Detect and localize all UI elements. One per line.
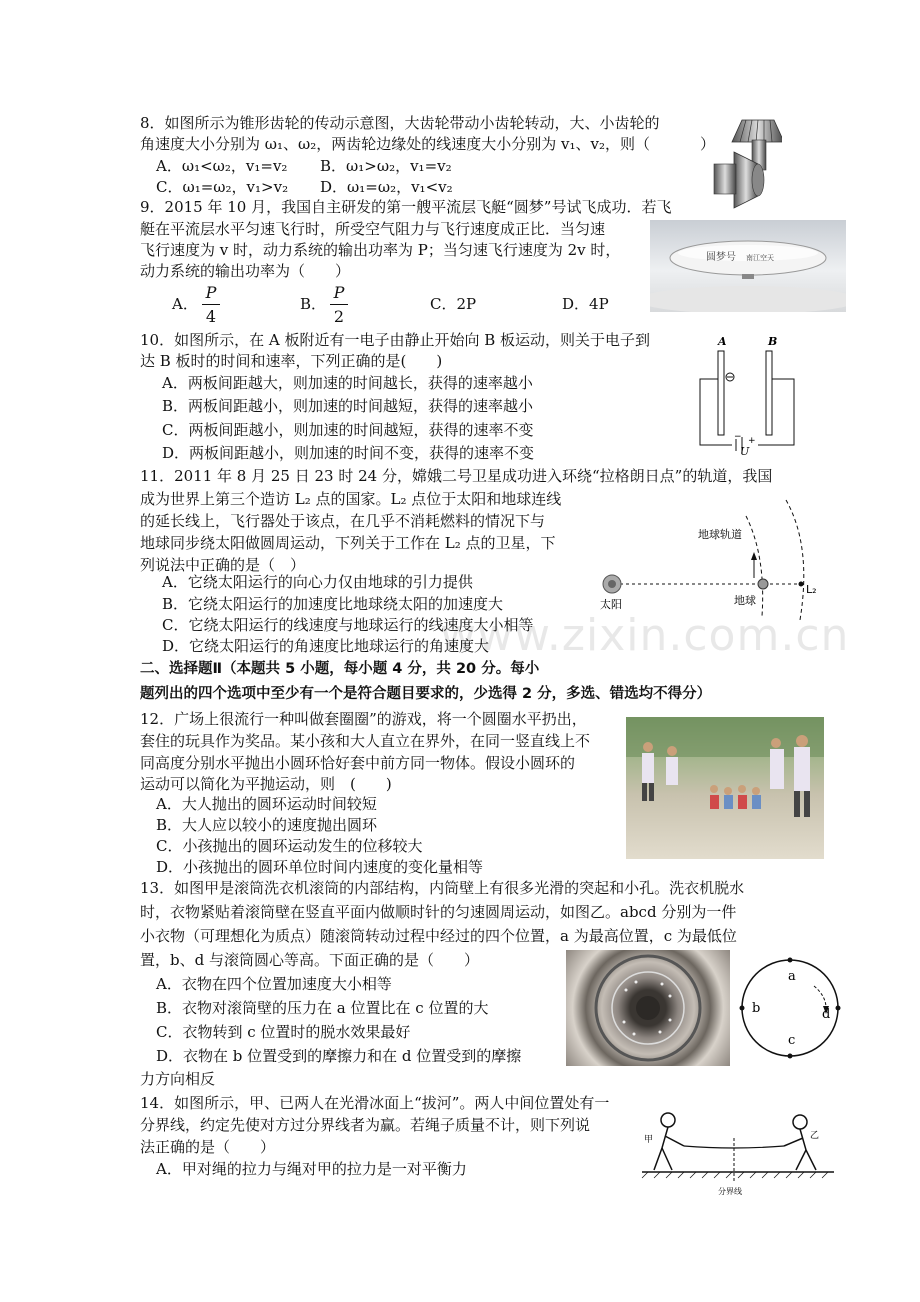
airship-drawing (650, 220, 846, 312)
plus-sign: + (748, 436, 756, 446)
q8-option-a: A．ω₁<ω₂，v₁=v₂ (156, 157, 288, 175)
earth-orbit-label: 地球轨道 (698, 528, 742, 541)
l2-label: L₂ (806, 583, 817, 596)
q9-line2: 艇在平流层水平匀速飞行时，所受空气阻力与飞行速度成正比．当匀速 (140, 220, 606, 238)
q10-line2: 达 B 板时的时间和速率，下列正确的是( ) (140, 352, 443, 370)
section2-heading-line1: 二、选择题Ⅱ（本题共 5 小题，每小题 4 分，共 20 分。每小 (140, 661, 540, 677)
point-d-label: d (822, 1007, 831, 1022)
q9-option-b-denominator: 2 (333, 307, 345, 326)
airship-label-2: 南江空天 (746, 254, 774, 262)
q8-option-b: B．ω₁>ω₂，v₁=v₂ (320, 157, 452, 175)
q9-option-a-denominator: 4 (205, 307, 217, 326)
q11-option-b: B．它绕太阳运行的加速度比地球绕太阳的加速度大 (162, 595, 504, 613)
q11-option-d: D．它绕太阳运行的角速度比地球运行的角速度大 (162, 637, 490, 655)
q8-line2: 角速度大小分别为 ω₁、ω₂，两齿轮边缘处的线速度大小分别为 v₁、v₂，则（ (140, 135, 651, 153)
q14-line1: 14．如图所示，甲、已两人在光滑冰面上“拔河”。两人中间位置处有一 (140, 1094, 610, 1112)
section2-heading-line2: 题列出的四个选项中至少有一个是符合题目要求的，少选得 2 分，多选、错选均不得分） (140, 686, 712, 702)
tug-of-war-figure (640, 1108, 836, 1196)
q11-line4: 地球同步绕太阳做圆周运动，下列关于工作在 L₂ 点的卫星，下 (140, 534, 556, 552)
point-c-label: c (788, 1033, 796, 1048)
voltage-label: U (740, 445, 750, 457)
q9-line4: 动力系统的输出功率为（ ） (140, 262, 351, 280)
q11-option-c: C．它绕太阳运行的线速度与地球运行的线速度大小相等 (162, 616, 534, 634)
circular-motion-diagram (738, 956, 842, 1060)
q11-option-a: A．它绕太阳运行的向心力仅由地球的引力提供 (162, 573, 473, 591)
q14-line2: 分界线，约定先使对方过分界线者为赢。若绳子质量不计，则下列说 (140, 1116, 591, 1134)
q8-option-c: C．ω₁=ω₂，v₁>v₂ (156, 178, 289, 196)
q13-option-d-line2: 力方向相反 (140, 1070, 216, 1088)
q8-option-d: D．ω₁=ω₂，v₁<v₂ (320, 178, 453, 196)
q13-line4: 置，b、d 与滚筒圆心等高。下面正确的是（ ） (140, 951, 479, 969)
minus-sign: − (734, 432, 742, 442)
q13-option-a: A．衣物在四个位置加速度大小相等 (156, 975, 392, 993)
bevel-gear-figure (712, 112, 782, 224)
q13-option-b: B．衣物对滚筒壁的压力在 a 位置比在 c 位置的大 (156, 999, 489, 1017)
q10-option-c: C．两板间距越小，则加速的时间越短，获得的速率不变 (162, 421, 534, 439)
q12-option-c: C．小孩抛出的圆环运动发生的位移较大 (156, 837, 423, 855)
yi-label: 乙 (810, 1131, 820, 1141)
ring-toss-photo (626, 717, 824, 859)
q14-line3: 法正确的是（ ） (140, 1138, 276, 1156)
q13-option-c: C．衣物转到 c 位置时的脱水效果最好 (156, 1023, 411, 1041)
airship-photo (650, 220, 846, 312)
q13-line3: 小衣物（可理想化为质点）随滚筒转动过程中经过的四个位置，a 为最高位置，c 为最低位 (140, 927, 737, 945)
q12-line3: 同高度分别水平抛出小圆环恰好套中前方同一物体。假设小圆环的 (140, 754, 576, 772)
washing-drum-drawing (566, 950, 730, 1066)
watermark: www.zixin.com.cn (440, 610, 850, 661)
point-a-label: a (788, 969, 796, 984)
q13-line1: 13．如图甲是滚筒洗衣机滚筒的内部结构，内筒壁上有很多光滑的突起和小孔。洗衣机脱水 (140, 879, 745, 897)
lagrange-point-figure (596, 496, 826, 622)
q9-line1: 9．2015 年 10 月，我国自主研发的第一艘平流层飞艇“圆梦”号试飞成功．若飞 (140, 198, 672, 216)
q13-line2: 时，衣物紧贴着滚筒壁在竖直平面内做顺时针的匀速圆周运动，如图乙。abcd 分别为一件 (140, 903, 737, 921)
q9-option-a: A． (172, 295, 198, 313)
q9-option-d: D．4P (562, 295, 609, 313)
q12-option-d: D．小孩抛出的圆环单位时间内速度的变化量相等 (156, 858, 484, 876)
q9-option-b-fraction (330, 283, 348, 326)
q9-option-a-fraction (202, 283, 220, 326)
q14-option-a: A．甲对绳的拉力与绳对甲的拉力是一对平衡力 (156, 1160, 467, 1178)
q11-line3: 的延长线上，飞行器处于该点，在几乎不消耗燃料的情况下与 (140, 512, 546, 530)
q9-line3: 飞行速度为 v 时，动力系统的输出功率为 P；当匀速飞行速度为 2v 时， (140, 241, 621, 259)
q13-option-d-line1: D．衣物在 b 位置受到的摩擦力和在 d 位置受到的摩擦 (156, 1047, 522, 1065)
q9-option-b-numerator: P (333, 283, 345, 302)
q10-option-d: D．两板间距越小，则加速的时间不变，获得的速率不变 (162, 444, 535, 462)
plate-a-label: A (718, 335, 727, 348)
q8-line1: 8．如图所示为锥形齿轮的传动示意图，大齿轮带动小齿轮转动，大、小齿轮的 (140, 114, 660, 132)
q10-line1: 10．如图所示，在 A 板附近有一电子由静止开始向 B 板运动，则关于电子到 (140, 331, 651, 349)
q10-option-b: B．两板间距越小，则加速的时间越短，获得的速率越小 (162, 397, 534, 415)
q10-option-a: A．两板间距越大，则加速的时间越长，获得的速率越小 (162, 374, 533, 392)
q12-line4: 运动可以简化为平抛运动，则 ( ) (140, 775, 392, 793)
q9-option-b: B． (300, 295, 327, 313)
washing-drum-photo (566, 950, 730, 1066)
sun-label: 太阳 (600, 598, 622, 611)
q11-line1: 11．2011 年 8 月 25 日 23 时 24 分，嫦娥二号卫星成功进入环绕“拉格朗日点”的轨道，我国 (140, 467, 773, 485)
point-b-label: b (752, 1001, 761, 1016)
q12-line2: 套住的玩具作为奖品。某小孩和大人直立在界外，在同一竖直线上不 (140, 732, 591, 750)
earth-label: 地球 (734, 594, 756, 607)
capacitor-plates-figure (696, 333, 800, 457)
q9-option-c: C．2P (430, 295, 477, 313)
jia-label: 甲 (644, 1135, 654, 1145)
airship-label: 圆梦号 (706, 252, 736, 263)
plate-b-label: B (768, 335, 778, 348)
q12-option-b: B．大人应以较小的速度抛出圆环 (156, 816, 378, 834)
boundary-line-label: 分界线 (718, 1187, 742, 1196)
q8-line2-end: ） (700, 135, 716, 153)
q9-option-a-numerator: P (205, 283, 217, 302)
q11-line5: 列说法中正确的是（ ） (140, 556, 306, 574)
q12-option-a: A．大人抛出的圆环运动时间较短 (156, 795, 377, 813)
ring-toss-drawing (626, 717, 824, 859)
q12-line1: 12．广场上很流行一种叫做套圈圈”的游戏，将一个圆圈水平扔出， (140, 710, 587, 728)
q11-line2: 成为世界上第三个造访 L₂ 点的国家。L₂ 点位于太阳和地球连线 (140, 490, 562, 508)
